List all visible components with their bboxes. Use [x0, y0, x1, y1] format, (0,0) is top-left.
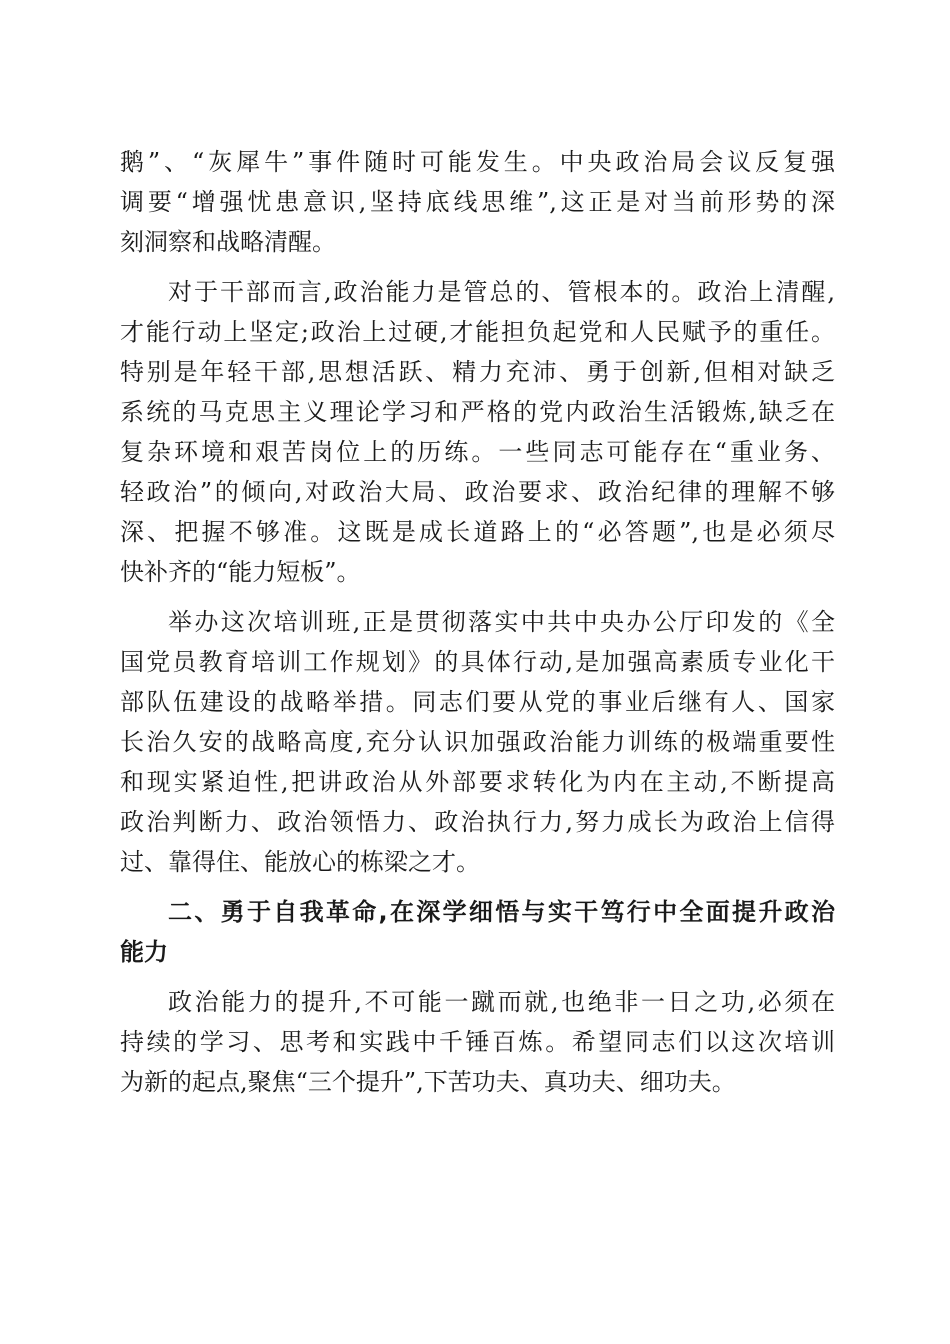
- text-line: 政治判断力、政治领悟力、政治执行力,努力成长为政治上信得: [120, 808, 835, 836]
- text-line: 复杂环境和艰苦岗位上的历练。一些同志可能存在“重业务、: [120, 438, 835, 466]
- text-line: 特别是年轻干部,思想活跃、精力充沛、勇于创新,但相对缺乏: [120, 358, 835, 386]
- text-line: 系统的马克思主义理论学习和严格的党内政治生活锻炼,缺乏在: [120, 398, 835, 426]
- text-line: 和现实紧迫性,把讲政治从外部要求转化为内在主动,不断提高: [120, 768, 835, 796]
- paragraph-training-purpose: [120, 602, 835, 882]
- heading-line: 能力: [120, 938, 168, 966]
- text-line: 为新的起点,聚焦“三个提升”,下苦功夫、真功夫、细功夫。: [120, 1068, 736, 1096]
- document-body: [120, 142, 835, 1102]
- text-line: 持续的学习、思考和实践中千锤百炼。希望同志们以这次培训: [120, 1028, 835, 1056]
- paragraph-improvement: [120, 982, 835, 1102]
- text-line: 国党员教育培训工作规划》的具体行动,是加强高素质专业化干: [120, 648, 835, 676]
- paragraph-continuation: [120, 142, 835, 262]
- text-line: 过、靠得住、能放心的栋梁之才。: [120, 848, 480, 876]
- text-line: 部队伍建设的战略举措。同志们要从党的事业后继有人、国家: [120, 688, 835, 716]
- text-line: 轻政治”的倾向,对政治大局、政治要求、政治纪律的理解不够: [120, 478, 835, 506]
- section-heading: [120, 892, 835, 972]
- text-line: 政治能力的提升,不可能一蹴而就,也绝非一日之功,必须在: [168, 988, 835, 1016]
- text-line: 深、把握不够准。这既是成长道路上的“必答题”,也是必须尽: [120, 518, 835, 546]
- text-line: 举办这次培训班,正是贯彻落实中共中央办公厅印发的《全: [168, 608, 835, 636]
- text-line: 鹅”、“灰犀牛”事件随时可能发生。中央政治局会议反复强: [120, 148, 835, 176]
- text-line: 调要“增强忧患意识,坚持底线思维”,这正是对当前形势的深: [120, 188, 835, 216]
- heading-line: 二、勇于自我革命,在深学细悟与实干笃行中全面提升政治: [168, 898, 835, 926]
- text-line: 快补齐的“能力短板”。: [120, 558, 361, 586]
- text-line: 才能行动上坚定;政治上过硬,才能担负起党和人民赋予的重任。: [120, 318, 835, 346]
- paragraph-cadre-political-ability: [120, 272, 835, 592]
- text-line: 对于干部而言,政治能力是管总的、管根本的。政治上清醒,: [168, 278, 835, 306]
- text-line: 刻洞察和战略清醒。: [120, 228, 336, 256]
- text-line: 长治久安的战略高度,充分认识加强政治能力训练的极端重要性: [120, 728, 835, 756]
